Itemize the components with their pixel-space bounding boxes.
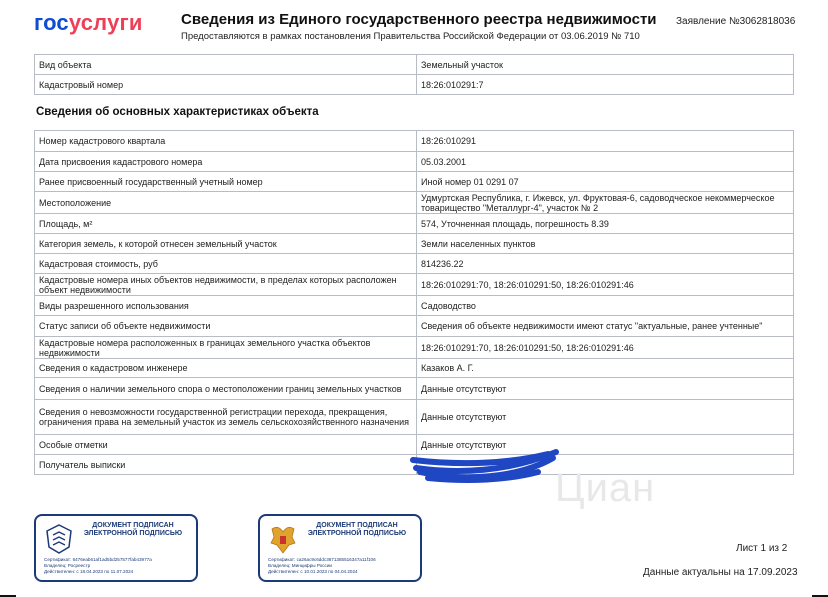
document-title: Сведения из Единого государственного реестра недвижимости (181, 11, 657, 28)
table-row (35, 274, 794, 296)
row-label: Дата присвоения кадастрового номера (35, 152, 417, 172)
row-label: Кадастровая стоимость, руб (35, 254, 417, 274)
row-value: Садоводство (417, 296, 794, 316)
data-actual-date: Данные актуальны на 17.09.2023 (643, 567, 798, 578)
row-value: 18:26:010291:70, 18:26:010291:50, 18:26:010291:46 (417, 274, 794, 296)
page-number: Лист 1 из 2 (736, 543, 788, 554)
row-value: 574, Уточненная площадь, погрешность 8.39 (417, 214, 794, 234)
row-label: Сведения о кадастровом инженере (35, 359, 417, 378)
row-value: Земли населенных пунктов (417, 234, 794, 254)
corner-marker-top-left (0, 0, 16, 16)
table-row (35, 378, 794, 400)
table-row (35, 55, 794, 75)
row-label: Виды разрешенного использования (35, 296, 417, 316)
row-label: Сведения о наличии земельного спора о местоположении границ земельных участков (35, 378, 417, 400)
row-label: Номер кадастрового квартала (35, 131, 417, 152)
table-row (35, 172, 794, 192)
table-row (35, 152, 794, 172)
row-value: Удмуртская Республика, г. Ижевск, ул. Фруктовая-6, садоводческое некоммерческое товарищество "Металлург-4", участок № 2 (417, 192, 794, 214)
row-value: Земельный участок (417, 55, 794, 75)
logo-part-uslugi: услуги (68, 10, 143, 35)
stamp-validity: Действителен: с 18.04.2023 по 11.07.2024 (44, 569, 134, 574)
logo-part-gos: гос (34, 10, 69, 35)
row-label: Статус записи об объекте недвижимости (35, 316, 417, 337)
row-label: Категория земель, к которой отнесен земельный участок (35, 234, 417, 254)
gosuslugi-logo (34, 10, 143, 36)
row-label: Кадастровые номера иных объектов недвижимости, в пределах которых расположен объект недвижимости (35, 274, 417, 296)
table-row (35, 316, 794, 337)
row-value: Казаков А. Г. (417, 359, 794, 378)
table-row (35, 75, 794, 95)
rosreestr-emblem-icon (44, 523, 74, 555)
signature-stamp-rosreestr (34, 514, 198, 582)
row-value: 18:26:010291 (417, 131, 794, 152)
row-value: Данные отсутствуют (417, 378, 794, 400)
coat-of-arms-icon (268, 523, 298, 555)
stamp-owner: Владелец: Росреестр (44, 563, 91, 568)
stamp-validity: Действителен: с 10.01.2023 по 04.04.2024 (268, 569, 358, 574)
stamp-certificate: Сертификат: ca26ac9c6ddc3671385516347a11f106 (268, 557, 376, 562)
row-value: Сведения об объекте недвижимости имеют статус "актуальные, ранее учтенные" (417, 316, 794, 337)
table-row (35, 234, 794, 254)
row-value: Данные отсутствуют (417, 400, 794, 435)
stamp-owner: Владелец: Минцифры России (268, 563, 332, 568)
row-label: Особые отметки (35, 435, 417, 455)
stamp-title: ДОКУМЕНТ ПОДПИСАН ЭЛЕКТРОННОЙ ПОДПИСЬЮ (83, 522, 183, 537)
signature-stamp-mintsifry (258, 514, 422, 582)
row-label: Кадастровые номера расположенных в границах земельного участка объектов недвижимости (35, 337, 417, 359)
stamp-title: ДОКУМЕНТ ПОДПИСАН ЭЛЕКТРОННОЙ ПОДПИСЬЮ (307, 522, 407, 537)
table-row (35, 296, 794, 316)
row-value: 05.03.2001 (417, 152, 794, 172)
object-summary-table (34, 54, 794, 95)
row-value: Иной номер 01 0291 07 (417, 172, 794, 192)
section-title: Сведения об основных характеристиках объекта (36, 106, 319, 118)
row-value: 18:26:010291:70, 18:26:010291:50, 18:26:010291:46 (417, 337, 794, 359)
corner-marker-bottom-right (812, 579, 828, 597)
corner-marker-bottom-left (0, 579, 16, 597)
table-row (35, 359, 794, 378)
characteristics-table (34, 130, 794, 475)
row-value: 18:26:010291:7 (417, 75, 794, 95)
row-label: Получатель выписки (35, 455, 417, 475)
row-label: Ранее присвоенный государственный учетный номер (35, 172, 417, 192)
table-row (35, 337, 794, 359)
row-value: 814236.22 (417, 254, 794, 274)
row-label: Сведения о невозможности государственной регистрации перехода, прекращения, ограничения права на земельный участок из земель сельскохозяйственного назначения (35, 400, 417, 435)
area-label: Площадь, м² (39, 218, 93, 229)
table-row (35, 400, 794, 435)
redaction-scribble (408, 444, 563, 484)
cian-watermark: Циан (555, 466, 656, 510)
row-label (35, 214, 417, 234)
row-label: Вид объекта (35, 55, 417, 75)
table-row (35, 214, 794, 234)
row-label: Местоположение (35, 192, 417, 214)
corner-marker-top-right (812, 0, 828, 16)
application-number: Заявление №3062818036 (676, 16, 796, 27)
stamp-certificate: Сертификат: 6476eab61af1ad5bd257577fab43977a (44, 557, 152, 562)
table-row (35, 131, 794, 152)
row-label: Кадастровый номер (35, 75, 417, 95)
table-row (35, 192, 794, 214)
row-value: Данные отсутствуют (417, 435, 794, 455)
table-row (35, 254, 794, 274)
document-subtitle: Предоставляются в рамках постановления Правительства Российской Федерации от 03.06.2019 № 710 (181, 31, 640, 42)
